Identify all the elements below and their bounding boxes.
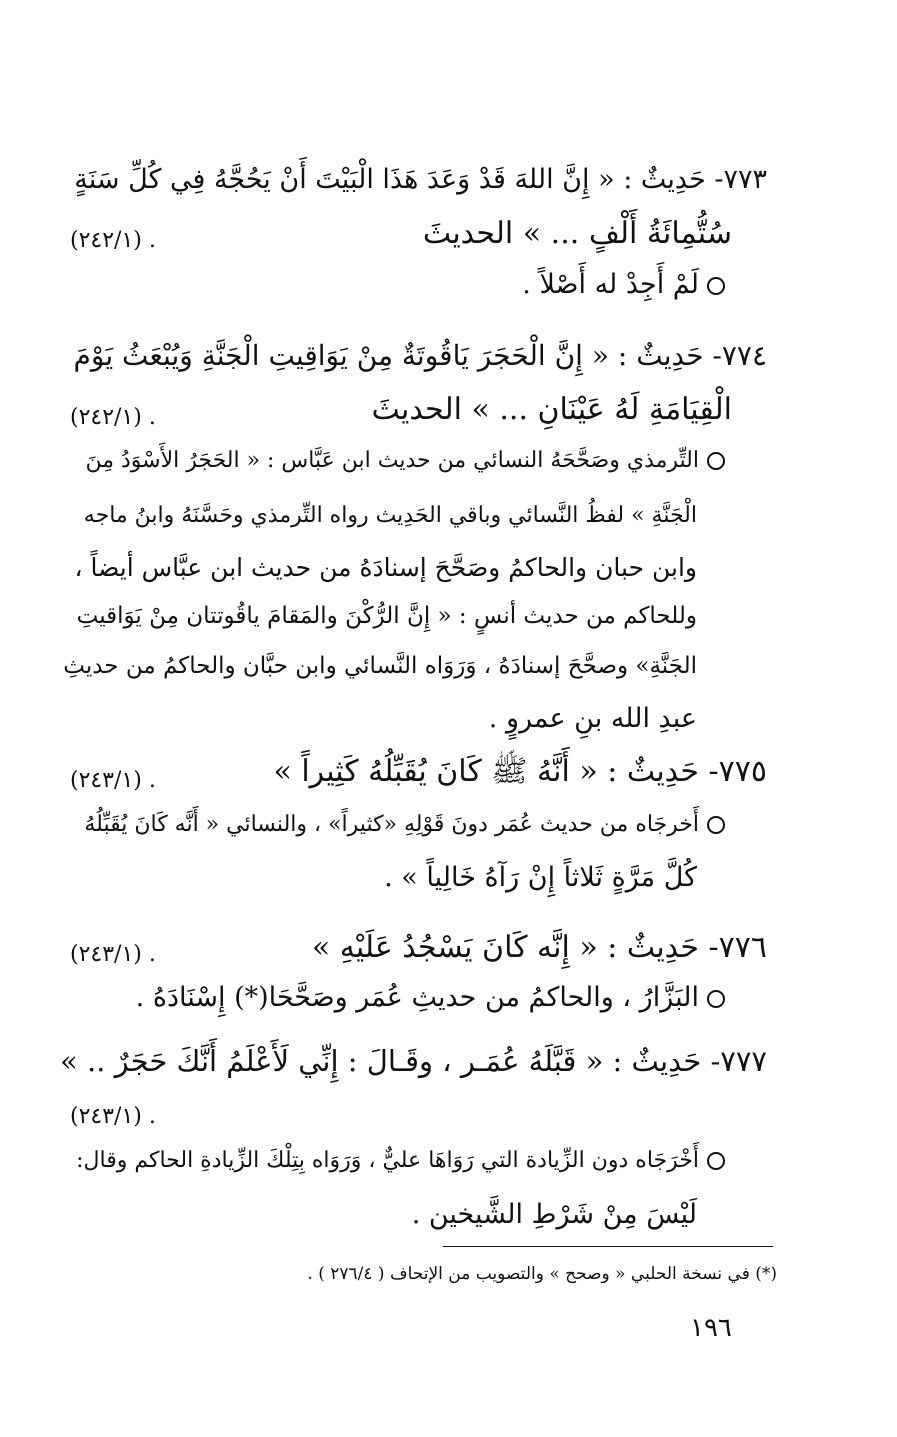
hadith-773-line-1: ٧٧٣- حَدِيثٌ : « إِنَّ اللهَ قَدْ وَعَدَ هَذَا الْبَيْتَ أَنْ يَحُجَّهُ فِي كُلِّ سَنَةٍ [74,164,767,195]
hadith-776-reference: (٢٤٣/١) . [70,942,156,967]
hadith-777-line-1: ٧٧٧- حَدِيثٌ : « قَبَّلَهُ عُمَـر ، وقَـالَ : إِنِّي لَأَعْلَمُ أَنَّكَ حَجَرٌ .. » [60,1044,767,1078]
commentary-777-line-1: أَخْرَجَاه دون الزِّيادة التي رَوَاهَا عليٌّ ، وَرَوَاه بِتِلْكَ الزِّيادةِ الحاكم وقال: [76,1150,725,1172]
hadith-773-line-2: سُتُّمِائَةُ أَلْفٍ ... » الحديثَ [422,216,732,251]
commentary-774-line-2: الْجَنَّةِ » لفظُ النَّسائي وباقي الحَدِيث رواه التِّرمذي وحَسَّنَهُ وابنُ ماجه [83,503,697,528]
circle-marker-icon [707,990,725,1008]
circle-marker-icon [707,816,725,834]
commentary-774-line-3: وابن حبان والحاكمُ وصَحَّحَ إسنادَهُ من حديث ابن عبَّاس أيضاً ، [74,553,697,582]
commentary-773-line-1: لَمْ أَجِدْ له أَصْلاً . [522,271,725,298]
commentary-777-line-2: لَيْسَ مِنْ شَرْطِ الشَّيخين . [411,1199,697,1230]
commentary-774-line-5: الجَنَّةِ» وصحَّحَ إسنادَهُ ، وَرَوَاه النَّسائي وابن حبَّان والحاكمُ من حديثِ [63,653,697,679]
circle-marker-icon [707,277,725,295]
hadith-774-reference: (٢٤٢/١) . [70,405,156,430]
commentary-775-line-2: كُلَّ مَرَّةٍ ثَلاثاً إِنْ رَآهُ خَالِياً » . [384,862,697,893]
hadith-777-reference: (٢٤٣/١) . [70,1104,156,1129]
hadith-773-reference: (٢٤٢/١) . [70,228,156,253]
hadith-775-line-1: ٧٧٥- حَدِيثٌ : « أَنَّهُ ﷺ كَانَ يُقَبِّلُهُ كَثِيراً » [273,754,767,789]
commentary-774-line-4: وللحاكم من حديث أنسٍ : « إِنَّ الرُّكْنَ والمَقامَ ياقُوتتان مِنْ يَوَاقيتِ [76,603,697,629]
commentary-774-line-6: عبدِ الله بنِ عمروٍ . [488,703,697,734]
circle-marker-icon [707,1152,725,1170]
footnote: (*) في نسخة الحلبي « وصحح » والتصويب من الإتحاف ( ٢٧٦/٤ ) . [307,1264,777,1284]
page-number: ١٩٦ [690,1313,732,1343]
circle-marker-icon [707,452,725,470]
hadith-774-line-2: الْقِيَامَةِ لَهُ عَيْنَانِ ... » الحديثَ [371,392,732,427]
commentary-774-line-1: التِّرمذي وصَحَّحَهُ النسائي من حديث ابن عَبَّاس : « الحَجَرُ الأَسْوَدُ مِنَ [85,450,725,472]
commentary-775-line-1: أَخرجَاه من حديث عُمَر دونَ قَوْلِهِ «كثيراً» ، والنسائي « أَنَّه كَانَ يُقَبِّلُهُ [84,814,725,836]
footnote-divider [443,1246,773,1247]
commentary-776-line-1: البَزَّارُ ، والحاكمُ من حديثِ عُمَر وصَحَّحَا(*) إِسْنَادَهُ . [136,984,725,1011]
hadith-776-line-1: ٧٧٦- حَدِيثٌ : « إِنَّه كَانَ يَسْجُدُ عَلَيْهِ » [311,930,767,965]
hadith-775-reference: (٢٤٣/١) . [70,768,156,793]
hadith-774-line-1: ٧٧٤- حَدِيثٌ : « إِنَّ الْحَجَرَ يَاقُوتَةٌ مِنْ يَوَاقِيتِ الْجَنَّةِ وَيُبْعَثُ يَوْمَ [73,339,767,372]
